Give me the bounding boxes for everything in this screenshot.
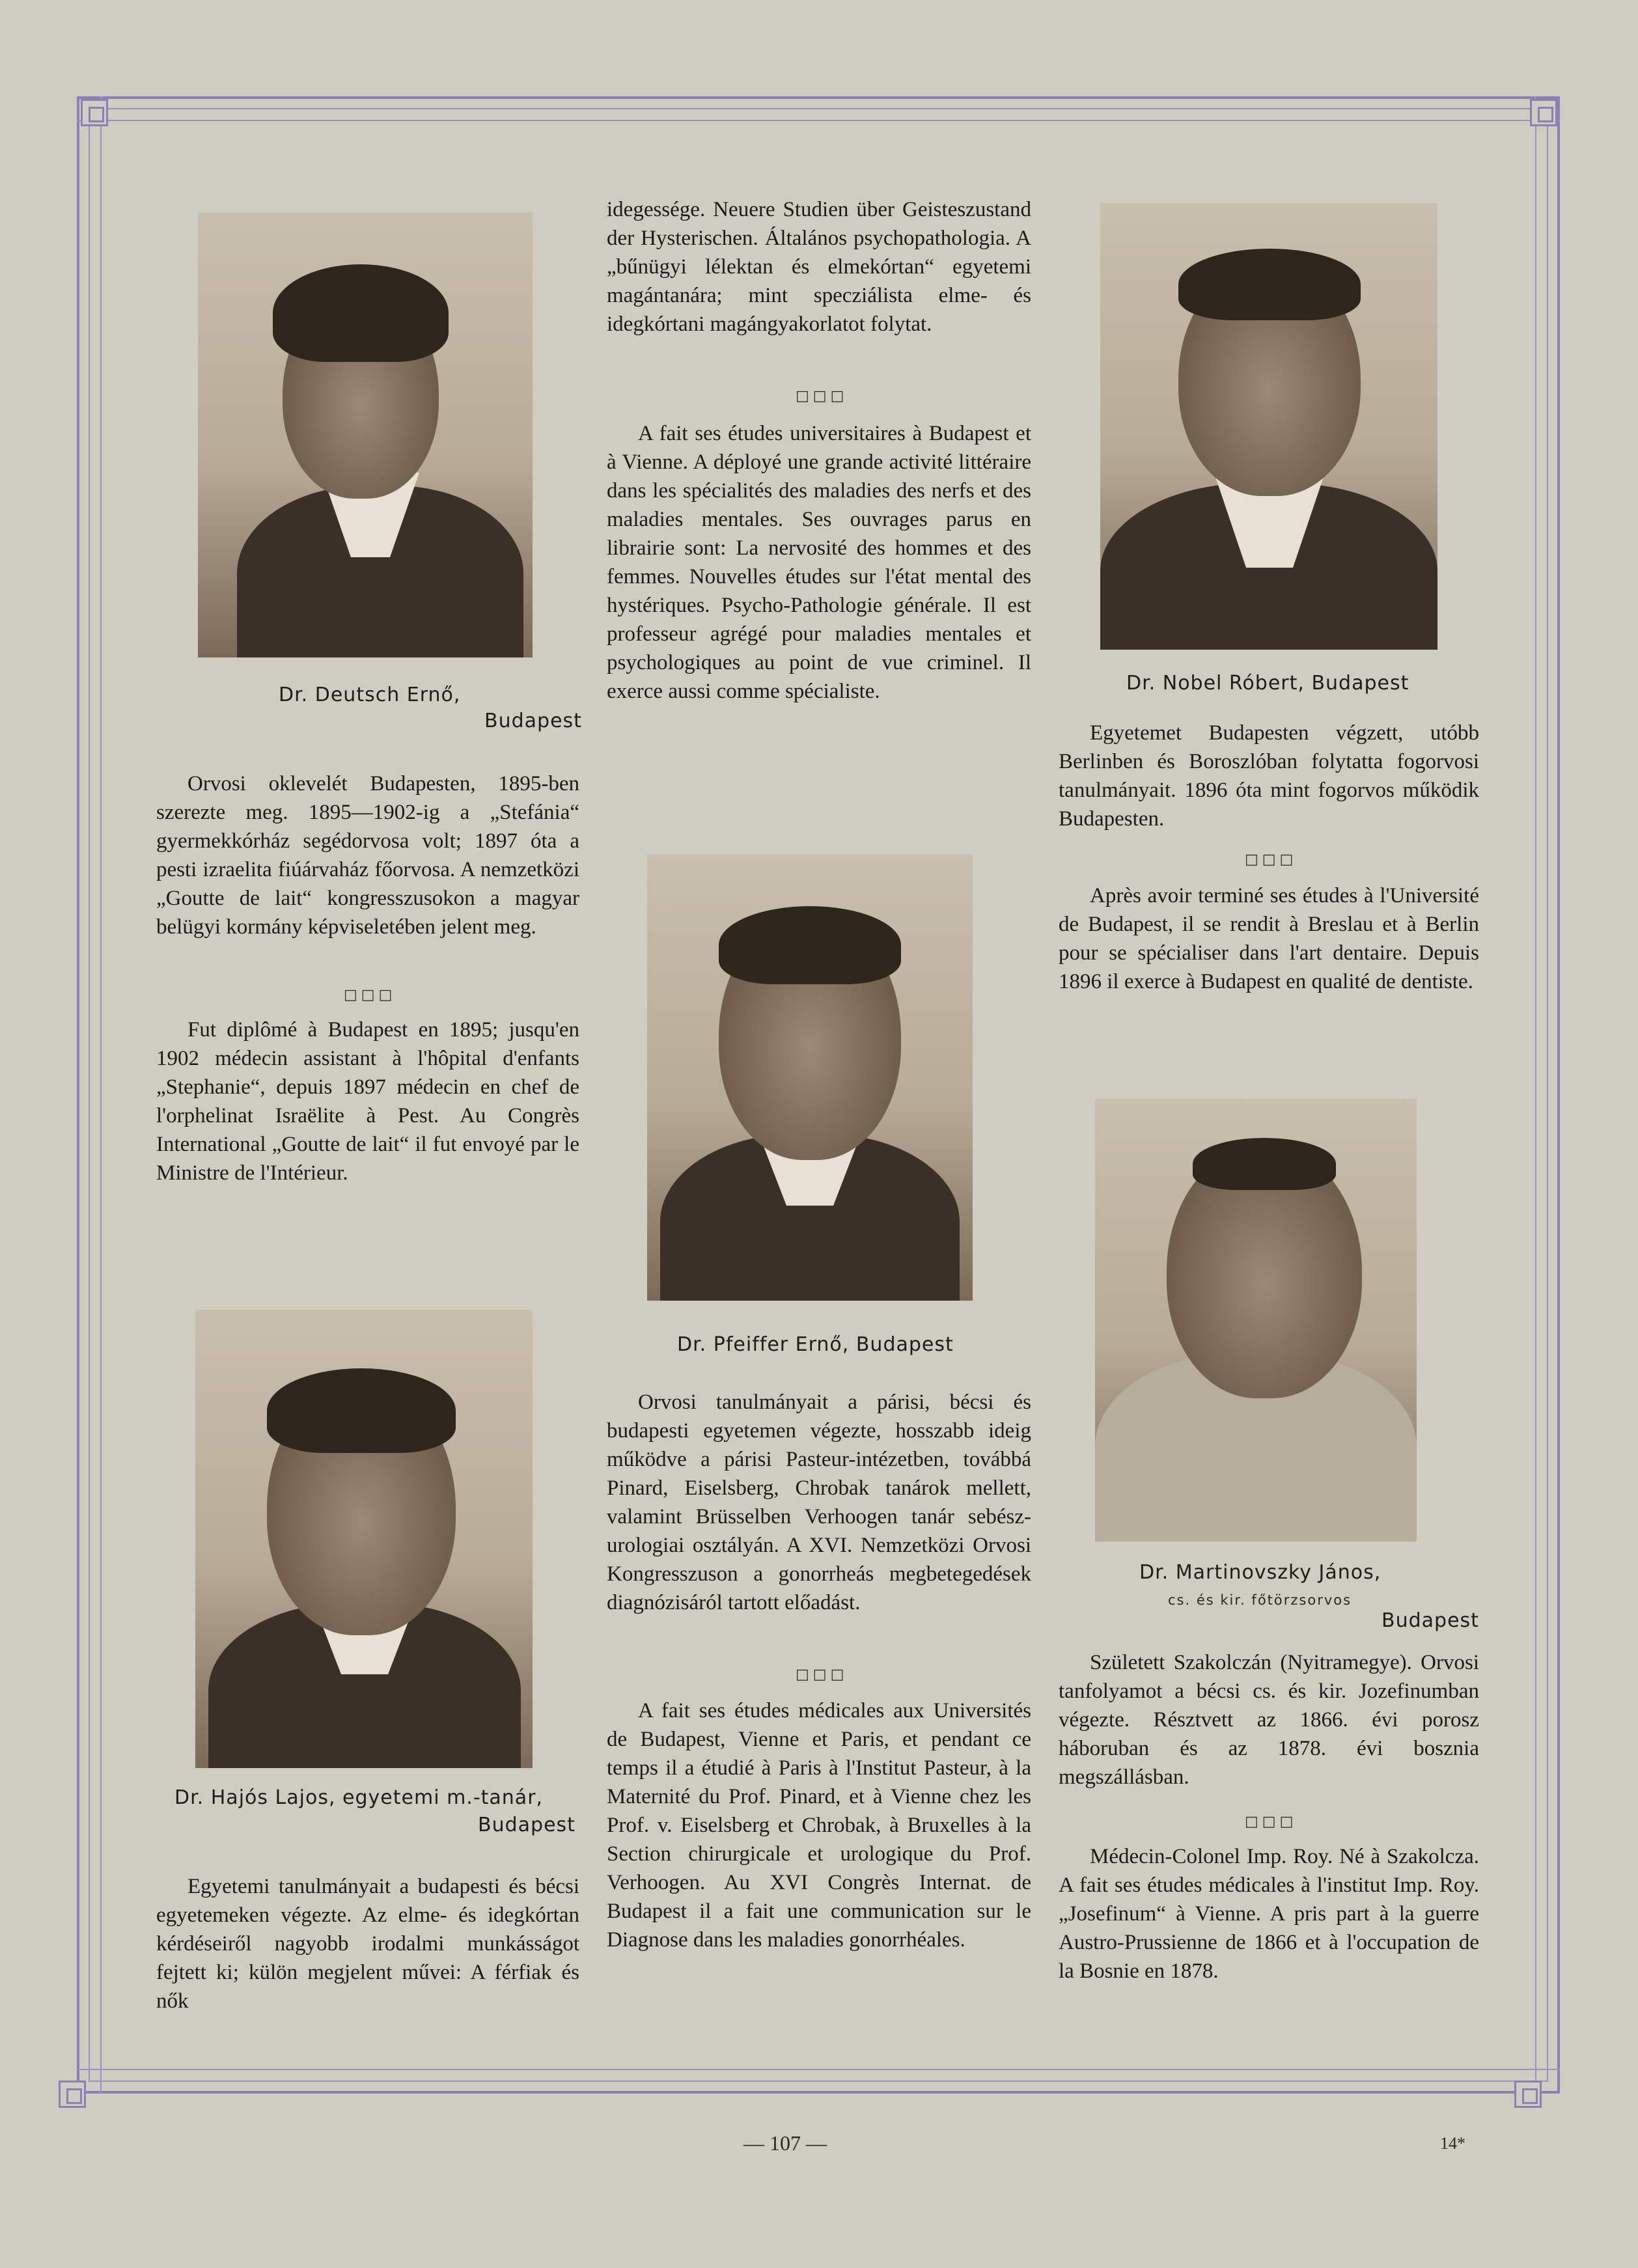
portrait-pfeiffer-erno — [647, 854, 973, 1301]
portrait-hajos-lajos — [195, 1310, 533, 1768]
bio-martinovszky-fr: Médecin-Colonel Imp. Roy. Né à Szakolcza. A fait ses études médicales à l'institut Imp. Roy. „Josefinum“ à Vienne. A pris part à la guerre Austro-Prussienne de 1866 et à l'occupation de la Bosnie en 1878. — [1059, 1845, 1479, 1983]
caption-deutsch-city: Budapest — [484, 710, 582, 732]
corner-ornament-top-left — [81, 99, 108, 126]
bio-hajos-hu: Egyetemi tanulmányait a budapesti és bécsi egyetemeken végezte. Az elme- és idegkórtan kérdéseiről nagyobb irodalmi munkásságot fejtett ki; külön megjelent művei: A férfiak és nők — [156, 1875, 579, 2013]
bio-hajos-fr: A fait ses études universitaires à Budapest et à Vienne. A déployé une grande activité littéraire dans les spécialités des maladies des nerfs et des maladies mentales. Ses ouvrages parus en librairie sont: La nervosité des hommes et des femmes. Nouvelles études sur l'état mental des hystériques. Psycho-Pathologie générale. Il est professeur agrégé pour maladies mentales et psychologiques au point de vue criminel. Il exerce aussi comme spécialiste. — [607, 422, 1031, 703]
bio-hajos-hu-continued: idegessége. Neuere Studien über Geisteszustand der Hysterischen. Általános psychopathologia. A „bűnügyi lélektan és elmekórtan“ egyetemi magántanára; mint specziálista elme- és idegkórtani magángyakorlatot folytat. — [607, 198, 1031, 336]
separator-3: □□□ — [796, 1666, 848, 1683]
frame-line-right — [1535, 96, 1536, 2094]
bio-pfeiffer-hu: Orvosi tanulmányait a párisi, bécsi és budapesti egyetemen végezte, hosszabb ideig működve a párisi Pasteur-intézetben, továbbá Pinard, Eiselsberg, Chrobak tanárok mellett, valamint Brüsselben Verhoogen tanár sebész-urologiai osztályán. A XVI. Nemzetközi Orvosi Kongresszuson a gonorrheás megbetegedések diagnózisáról tartott előadást. — [607, 1390, 1031, 1614]
separator-4: □□□ — [1245, 851, 1298, 868]
bio-deutsch-fr: Fut diplômé à Budapest en 1895; jusqu'en 1902 médecin assistant à l'hôpital d'enfants „Stephanie“, depuis 1897 médecin en chef de l'orphelinat Israëlite à Pest. Au Congrès International „Goutte de lait“ il fut envoyé par le Ministre de l'Intérieur. — [156, 1018, 579, 1185]
caption-pfeiffer-name: Dr. Pfeiffer Ernő, Budapest — [677, 1333, 954, 1356]
caption-deutsch-name: Dr. Deutsch Ernő, — [279, 684, 461, 706]
portrait-martinovszky-janos — [1095, 1099, 1417, 1542]
corner-ornament-top-right — [1530, 99, 1557, 126]
bio-pfeiffer-fr: A fait ses études médicales aux Universités de Budapest, Vienne et Paris, et pendant ce temps il a étudié à Paris à l'Institut Pasteur, à la Maternité du Prof. Pinard, et à Vienne chez les Prof. v. Eiselsberg et Chrobak, à Bruxelles à la Section chirurgicale et urologique du Prof. Verhoogen. Au XVI Congrès Internat. de Budapest il a fait une communication sur le Diagnose dans les maladies gonorrhéales. — [607, 1699, 1031, 1952]
caption-nobel-name: Dr. Nobel Róbert, Budapest — [1126, 672, 1409, 695]
frame-line-bottom — [77, 2069, 1560, 2070]
separator-1: □□□ — [344, 987, 396, 1003]
signature-mark: 14* — [1440, 2134, 1465, 2153]
caption-martinovszky-city: Budapest — [1381, 1609, 1479, 1632]
bio-nobel-hu: Egyetemet Budapesten végzett, utóbb Berlinben és Boroszlóban folytatta fogorvosi tanulmányait. 1896 óta mint fogorvos működik Budapesten. — [1059, 721, 1479, 831]
separator-2: □□□ — [796, 388, 848, 404]
page-number: — 107 — — [743, 2131, 827, 2155]
bio-martinovszky-hu: Született Szakolczán (Nyitramegye). Orvosi tanfolyamot a bécsi cs. és kir. Jozefinumban végezte. Résztvett az 1866. évi porosz háboruban és az 1878. évi bosznia megszállásban. — [1059, 1651, 1479, 1789]
caption-martinovszky-name: Dr. Martinovszky János, — [1139, 1561, 1381, 1584]
portrait-deutsch-erno — [198, 212, 533, 657]
corner-ornament-bottom-left — [59, 2081, 86, 2108]
separator-5: □□□ — [1245, 1814, 1298, 1830]
corner-ornament-bottom-right — [1514, 2081, 1542, 2108]
caption-martinovszky-title: cs. és kir. főtörzsorvos — [1168, 1592, 1352, 1608]
portrait-nobel-robert — [1100, 203, 1437, 650]
bio-nobel-fr: Après avoir terminé ses études à l'Université de Budapest, il se rendit à Breslau et à Berlin pour se spécialiser dans l'art dentaire. Depuis 1896 il exerce à Budapest en qualité de dentiste. — [1059, 884, 1479, 993]
bio-deutsch-hu: Orvosi oklevelét Budapesten, 1895-ben szerezte meg. 1895—1902-ig a „Stefánia“ gyermekkórház segédorvosa volt; 1897 óta a pesti izraelita fiúárvaház főorvosa. A nemzetközi „Goutte de lait“ kongresszusokon a magyar belügyi kormány képviseletében jelent meg. — [156, 772, 579, 939]
frame-line-left — [100, 96, 102, 2094]
caption-hajos-city: Budapest — [478, 1814, 576, 1836]
frame-line-top — [77, 120, 1560, 121]
caption-hajos-name: Dr. Hajós Lajos, egyetemi m.-tanár, — [174, 1786, 544, 1809]
